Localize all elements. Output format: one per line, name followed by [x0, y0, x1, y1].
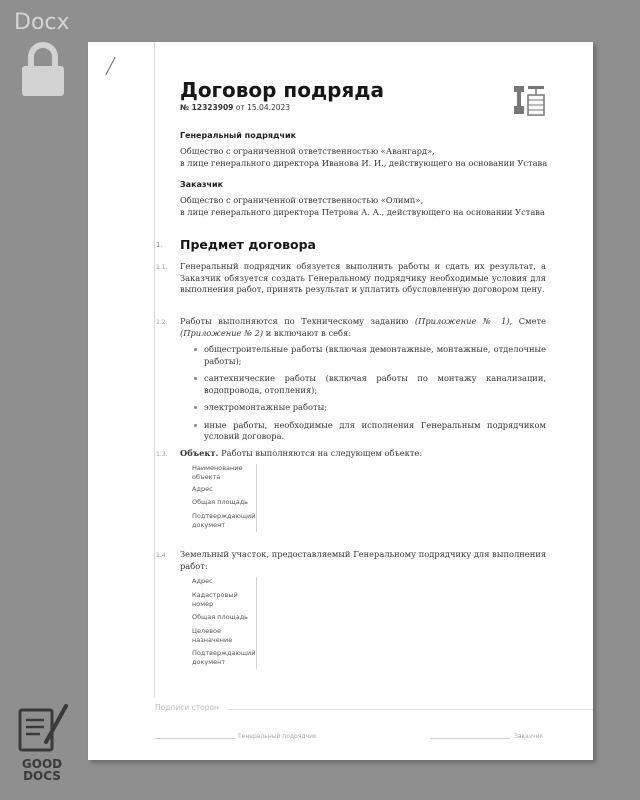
field-label: Общая площадь — [192, 498, 249, 506]
contractor-signature-line — [155, 738, 235, 739]
customer-heading: Заказчик — [180, 180, 224, 189]
clause-number: 1.1. — [156, 264, 168, 271]
pen-mark — [105, 57, 115, 75]
field-label: Адрес — [192, 577, 213, 585]
customer-signature-line — [430, 738, 510, 739]
contractor-signature-caption: Генеральный подрядчик — [238, 733, 317, 740]
document-title: Договор подряда — [180, 78, 384, 102]
list-item: сантехнические работы (включая работы по монтажу канализации, водопровода, отопления); — [194, 373, 546, 396]
construction-icon — [512, 83, 546, 117]
lock-icon — [20, 42, 66, 98]
format-label: Docx — [14, 10, 70, 35]
field-label: Подтверждающий документ — [192, 649, 256, 666]
good-docs-logo-text: GOOD DOCS — [21, 757, 63, 783]
document-page — [88, 42, 593, 760]
document-number: № 12323909 от 15.04.2023 — [180, 103, 291, 112]
field-label: Целевое назначение — [192, 627, 233, 644]
field-label: Подтверждающий документ — [192, 512, 256, 529]
clause-1-3: Объект. Работы выполняются на следующем объекте: — [180, 448, 423, 458]
divider — [228, 709, 593, 710]
clause-1-1: Генеральный подрядчик обязуется выполнить работы и сдать их результат, а Заказчик обязуется создать Генеральному подрядчику необходимые условия для выполнения работ, принять результат и уплатить обусловленную договором цену. — [180, 261, 546, 294]
clause-number: 1.4. — [156, 552, 168, 559]
field-label: Общая площадь — [192, 613, 249, 621]
object-fields — [192, 464, 257, 532]
customer-signature-caption: Заказчик — [514, 733, 544, 740]
clause-1-4: Земельный участок, предоставляемый Генеральному подрядчику для выполнения работ: — [180, 549, 546, 571]
clause-number: 1.3. — [156, 451, 168, 458]
list-item: иные работы, необходимые для исполнения Генеральным подрядчиком условий договора. — [194, 420, 546, 443]
field-label: Наименование объекта — [192, 464, 243, 481]
field-label: Кадастровый номер — [192, 591, 238, 608]
margin-line — [154, 42, 155, 697]
list-item: общестроительные работы (включая демонтажные, монтажные, отделочные работы); — [194, 344, 546, 367]
clause-1-2: Работы выполняются по Техническому заданию (Приложение № 1), Смете (Приложение № 2) и включают в себя: — [180, 316, 546, 338]
section-title: Предмет договора — [180, 237, 316, 252]
works-list — [194, 344, 546, 449]
contractor-heading: Генеральный подрядчик — [180, 131, 297, 140]
contractor-details: Общество с ограниченной ответственностью «Авангард», в лице генерального директора Иванова И. И., действующего на основании Устава — [180, 146, 548, 168]
list-item: электромонтажные работы; — [194, 402, 546, 414]
land-fields — [192, 577, 257, 669]
field-label: Адрес — [192, 485, 213, 493]
section-number: 1. — [156, 241, 163, 249]
clause-number: 1.2. — [156, 319, 168, 326]
customer-details: Общество с ограниченной ответственностью «Олимп», в лице генерального директора Петрова А. А., действующего на основании Устава — [180, 195, 545, 217]
signatures-heading: Подписи сторон — [155, 703, 219, 712]
